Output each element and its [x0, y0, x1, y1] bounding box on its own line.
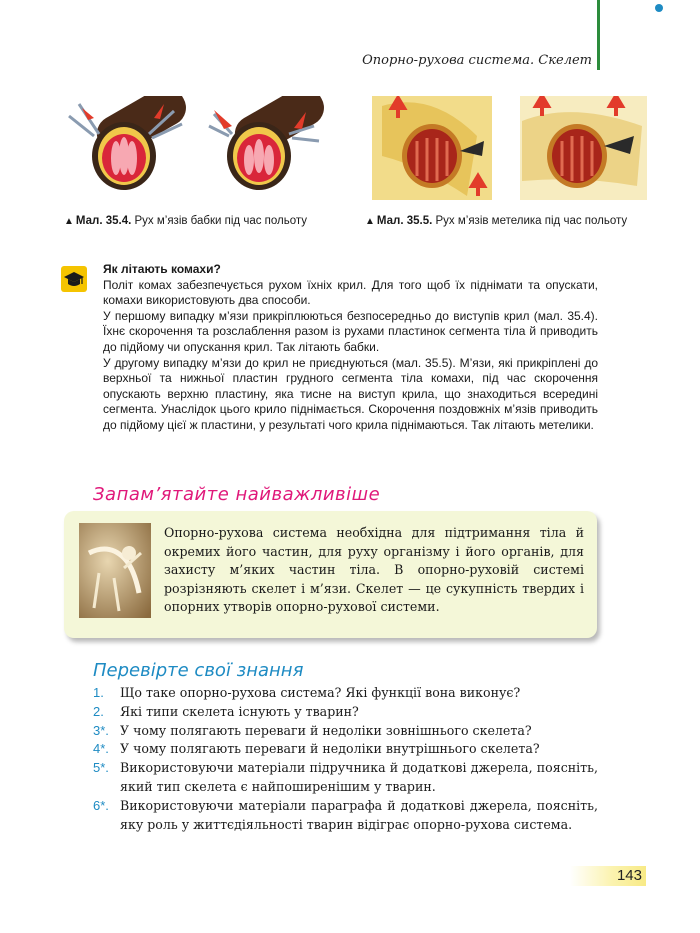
caption-marker-icon: ▲ — [365, 216, 375, 227]
dragonfly-muscle-illustration — [64, 96, 324, 200]
remember-box — [64, 511, 597, 638]
question-number: 4*. — [93, 741, 109, 757]
page-number-badge — [570, 866, 646, 886]
figure-35-5 — [372, 96, 647, 200]
caption-marker-icon: ▲ — [64, 216, 74, 227]
info-paragraph: У другому випадку м’язи до крил не приєднуються (мал. 35.5). М’язи, які прикріплені до верхньої та нижньої пластин грудного сегмента тіла комахи, під час скорочення опускають верхню пластину, яка тисне на виступ крила, що знаходиться всередині сегмента. Унаслідок цього крило піднімається. Скорочення поздовжніх м’язів приводить до підйому цієї ж пластини, у результаті чого крила піднімаються. Так літають метелики. — [103, 355, 598, 432]
question-text: У чому полягають переваги й недоліки зовнішнього скелета? — [120, 722, 532, 738]
figure-caption-text: Рух м’язів бабки під час польоту — [134, 215, 308, 227]
question-number: 5*. — [93, 760, 109, 776]
figure-35-4-caption — [64, 215, 307, 227]
question-number: 1. — [93, 685, 104, 700]
question-item — [93, 722, 598, 741]
figure-label: Мал. 35.5. — [376, 215, 433, 227]
question-item — [93, 797, 598, 835]
info-question: Як літають комахи? — [103, 262, 221, 276]
figure-35-5-caption — [365, 215, 627, 227]
question-text: Використовуючи матеріали параграфа й додаткові джерела, поясніть, яку роль у життєдіяльності тварин відіграє опорно-рухова система. — [120, 797, 598, 832]
question-item — [93, 759, 598, 797]
question-list — [93, 684, 598, 834]
graduation-cap-icon — [61, 266, 87, 292]
question-item — [93, 684, 598, 703]
info-block — [103, 262, 598, 434]
header-rule — [597, 0, 600, 70]
page-number: 143 — [616, 867, 642, 884]
publisher-logo — [655, 4, 665, 12]
info-paragraph: У першому випадку м’язи прикріплюються безпосередньо до виступів крил (мал. 35.4). Їхнє скорочення та розслаблення разом із рухами пластинок сегмента тіла й приводить до підйому чи опускання крил. Так літають бабки. — [103, 308, 598, 354]
question-number: 3*. — [93, 722, 109, 738]
question-number: 2. — [93, 703, 104, 719]
question-item — [93, 703, 598, 722]
question-text: Які типи скелета існують у тварин? — [120, 703, 359, 719]
question-number: 6*. — [93, 797, 109, 813]
running-head: Опорно-рухова система. Скелет — [362, 53, 592, 68]
remember-title: Запам’ятайте найважливіше — [93, 484, 381, 505]
skeleton-photo — [79, 523, 151, 618]
question-text: Використовуючи матеріали підручника й додаткові джерела, поясніть, який тип скелета є найпоширенішим у тварин. — [120, 760, 598, 794]
figure-caption-text: Рух м’язів метелика під час польоту — [435, 215, 628, 227]
info-paragraph: Політ комах забезпечується рухом їхніх крил. Для того щоб їх піднімати та опускати, комахи використовують два способи. — [103, 277, 598, 308]
remember-text: Опорно-рухова система необхідна для підтримання тіла й окремих його частин, для руху організму і його органів, для захисту м’яких частин тіла. В опорно-руховій системі розрізняють скелет і м’язи. Скелет — це сукупність твердих і опорних утворів опорно-рухової системи. — [164, 525, 584, 615]
question-text: У чому полягають переваги й недоліки внутрішнього скелета? — [120, 741, 540, 757]
figure-35-4 — [64, 96, 324, 200]
butterfly-muscle-illustration — [372, 96, 647, 200]
question-item — [93, 740, 598, 759]
check-title: Перевірте свої знання — [93, 660, 304, 681]
figure-label: Мал. 35.4. — [75, 215, 132, 227]
question-text: Що таке опорно-рухова система? Які функції вона виконує? — [120, 685, 521, 700]
